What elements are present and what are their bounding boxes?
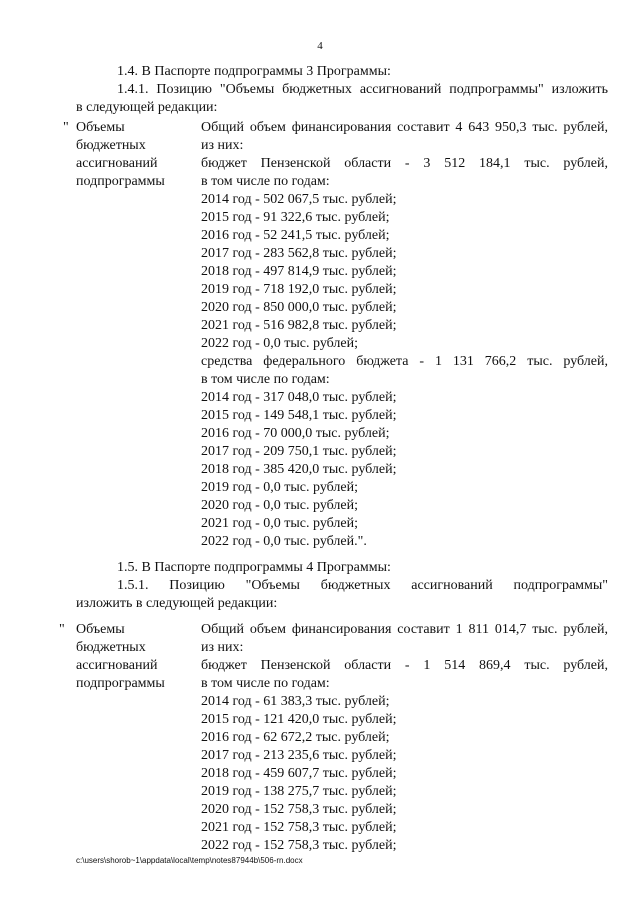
- document-body: [59, 63, 608, 855]
- total-financing-line2: из них:: [201, 640, 244, 655]
- year-line: 2020 год - 152 758,3 тыс. рублей;: [201, 802, 397, 817]
- year-line: 2019 год - 0,0 тыс. рублей;: [201, 480, 359, 495]
- label-line: Объемы: [76, 120, 125, 135]
- opening-quote: ": [63, 120, 69, 135]
- label-line: бюджетных: [76, 640, 146, 655]
- total-financing-line: Общий объем финансирования составит 1 811 014,7 тыс. рублей,: [201, 622, 608, 637]
- year-line: 2021 год - 152 758,3 тыс. рублей;: [201, 820, 397, 835]
- year-line: 2014 год - 61 383,3 тыс. рублей;: [201, 694, 390, 709]
- section-1-5-1-line1: 1.5.1. Позицию "Объемы бюджетных ассигнований подпрограммы": [117, 578, 608, 593]
- year-line: 2022 год - 152 758,3 тыс. рублей;: [201, 838, 397, 853]
- year-line: 2014 год - 502 067,5 тыс. рублей;: [201, 192, 397, 207]
- label-line: ассигнований: [76, 658, 158, 673]
- file-path-footer: c:\users\shorob~1\appdata\local\temp\notes87944b\506-rn.docx: [76, 856, 303, 865]
- position-label: [76, 621, 198, 693]
- position-label: [76, 119, 198, 191]
- regional-budget-line: бюджет Пензенской области - 3 512 184,1 тыс. рублей,: [201, 156, 608, 171]
- opening-quote: ": [59, 622, 65, 637]
- year-line: 2021 год - 0,0 тыс. рублей;: [201, 516, 359, 531]
- year-line: 2022 год - 0,0 тыс. рублей.".: [201, 534, 367, 549]
- section-1-4-heading: 1.4. В Паспорте подпрограммы 3 Программы:: [117, 64, 391, 79]
- year-line: 2020 год - 0,0 тыс. рублей;: [201, 498, 359, 513]
- total-financing-line2: из них:: [201, 138, 244, 153]
- federal-budget-line: средства федерального бюджета - 1 131 766,2 тыс. рублей,: [201, 354, 608, 369]
- label-line: подпрограммы: [76, 676, 165, 691]
- year-line: 2015 год - 149 548,1 тыс. рублей;: [201, 408, 397, 423]
- label-line: бюджетных: [76, 138, 146, 153]
- year-line: 2022 год - 0,0 тыс. рублей;: [201, 336, 359, 351]
- year-line: 2016 год - 62 672,2 тыс. рублей;: [201, 730, 390, 745]
- section-gap: [76, 551, 608, 559]
- section-1-5-heading: 1.5. В Паспорте подпрограммы 4 Программы:: [117, 560, 391, 575]
- total-financing-line: Общий объем финансирования составит 4 643 950,3 тыс. рублей,: [201, 120, 608, 135]
- label-line: ассигнований: [76, 156, 158, 171]
- year-line: 2017 год - 283 562,8 тыс. рублей;: [201, 246, 397, 261]
- label-line: Объемы: [76, 622, 125, 637]
- federal-budget-line2: в том числе по годам:: [201, 372, 330, 387]
- year-line: 2017 год - 213 235,6 тыс. рублей;: [201, 748, 397, 763]
- year-line: 2015 год - 121 420,0 тыс. рублей;: [201, 712, 397, 727]
- budget-position-block-3: [63, 119, 608, 551]
- year-line: 2018 год - 385 420,0 тыс. рублей;: [201, 462, 397, 477]
- year-line: 2018 год - 497 814,9 тыс. рублей;: [201, 264, 397, 279]
- year-line: 2014 год - 317 048,0 тыс. рублей;: [201, 390, 397, 405]
- year-line: 2017 год - 209 750,1 тыс. рублей;: [201, 444, 397, 459]
- regional-budget-line2: в том числе по годам:: [201, 676, 330, 691]
- section-1-4-1-line1: 1.4.1. Позицию "Объемы бюджетных ассигнований подпрограммы" изложить: [117, 82, 608, 97]
- year-line: 2016 год - 70 000,0 тыс. рублей;: [201, 426, 390, 441]
- section-1-4-1-line2: в следующей редакции:: [76, 100, 218, 115]
- position-value: [201, 119, 608, 551]
- regional-budget-line2: в том числе по годам:: [201, 174, 330, 189]
- label-line: подпрограммы: [76, 174, 165, 189]
- year-line: 2015 год - 91 322,6 тыс. рублей;: [201, 210, 390, 225]
- regional-budget-line: бюджет Пензенской области - 1 514 869,4 тыс. рублей,: [201, 658, 608, 673]
- year-line: 2019 год - 718 192,0 тыс. рублей;: [201, 282, 397, 297]
- year-line: 2020 год - 850 000,0 тыс. рублей;: [201, 300, 397, 315]
- position-value: [201, 621, 608, 855]
- year-line: 2019 год - 138 275,7 тыс. рублей;: [201, 784, 397, 799]
- page-number: 4: [317, 40, 323, 52]
- year-line: 2021 год - 516 982,8 тыс. рублей;: [201, 318, 397, 333]
- budget-position-block-4: [59, 621, 608, 855]
- section-1-5-1-line2: изложить в следующей редакции:: [76, 596, 278, 611]
- year-line: 2016 год - 52 241,5 тыс. рублей;: [201, 228, 390, 243]
- year-line: 2018 год - 459 607,7 тыс. рублей;: [201, 766, 397, 781]
